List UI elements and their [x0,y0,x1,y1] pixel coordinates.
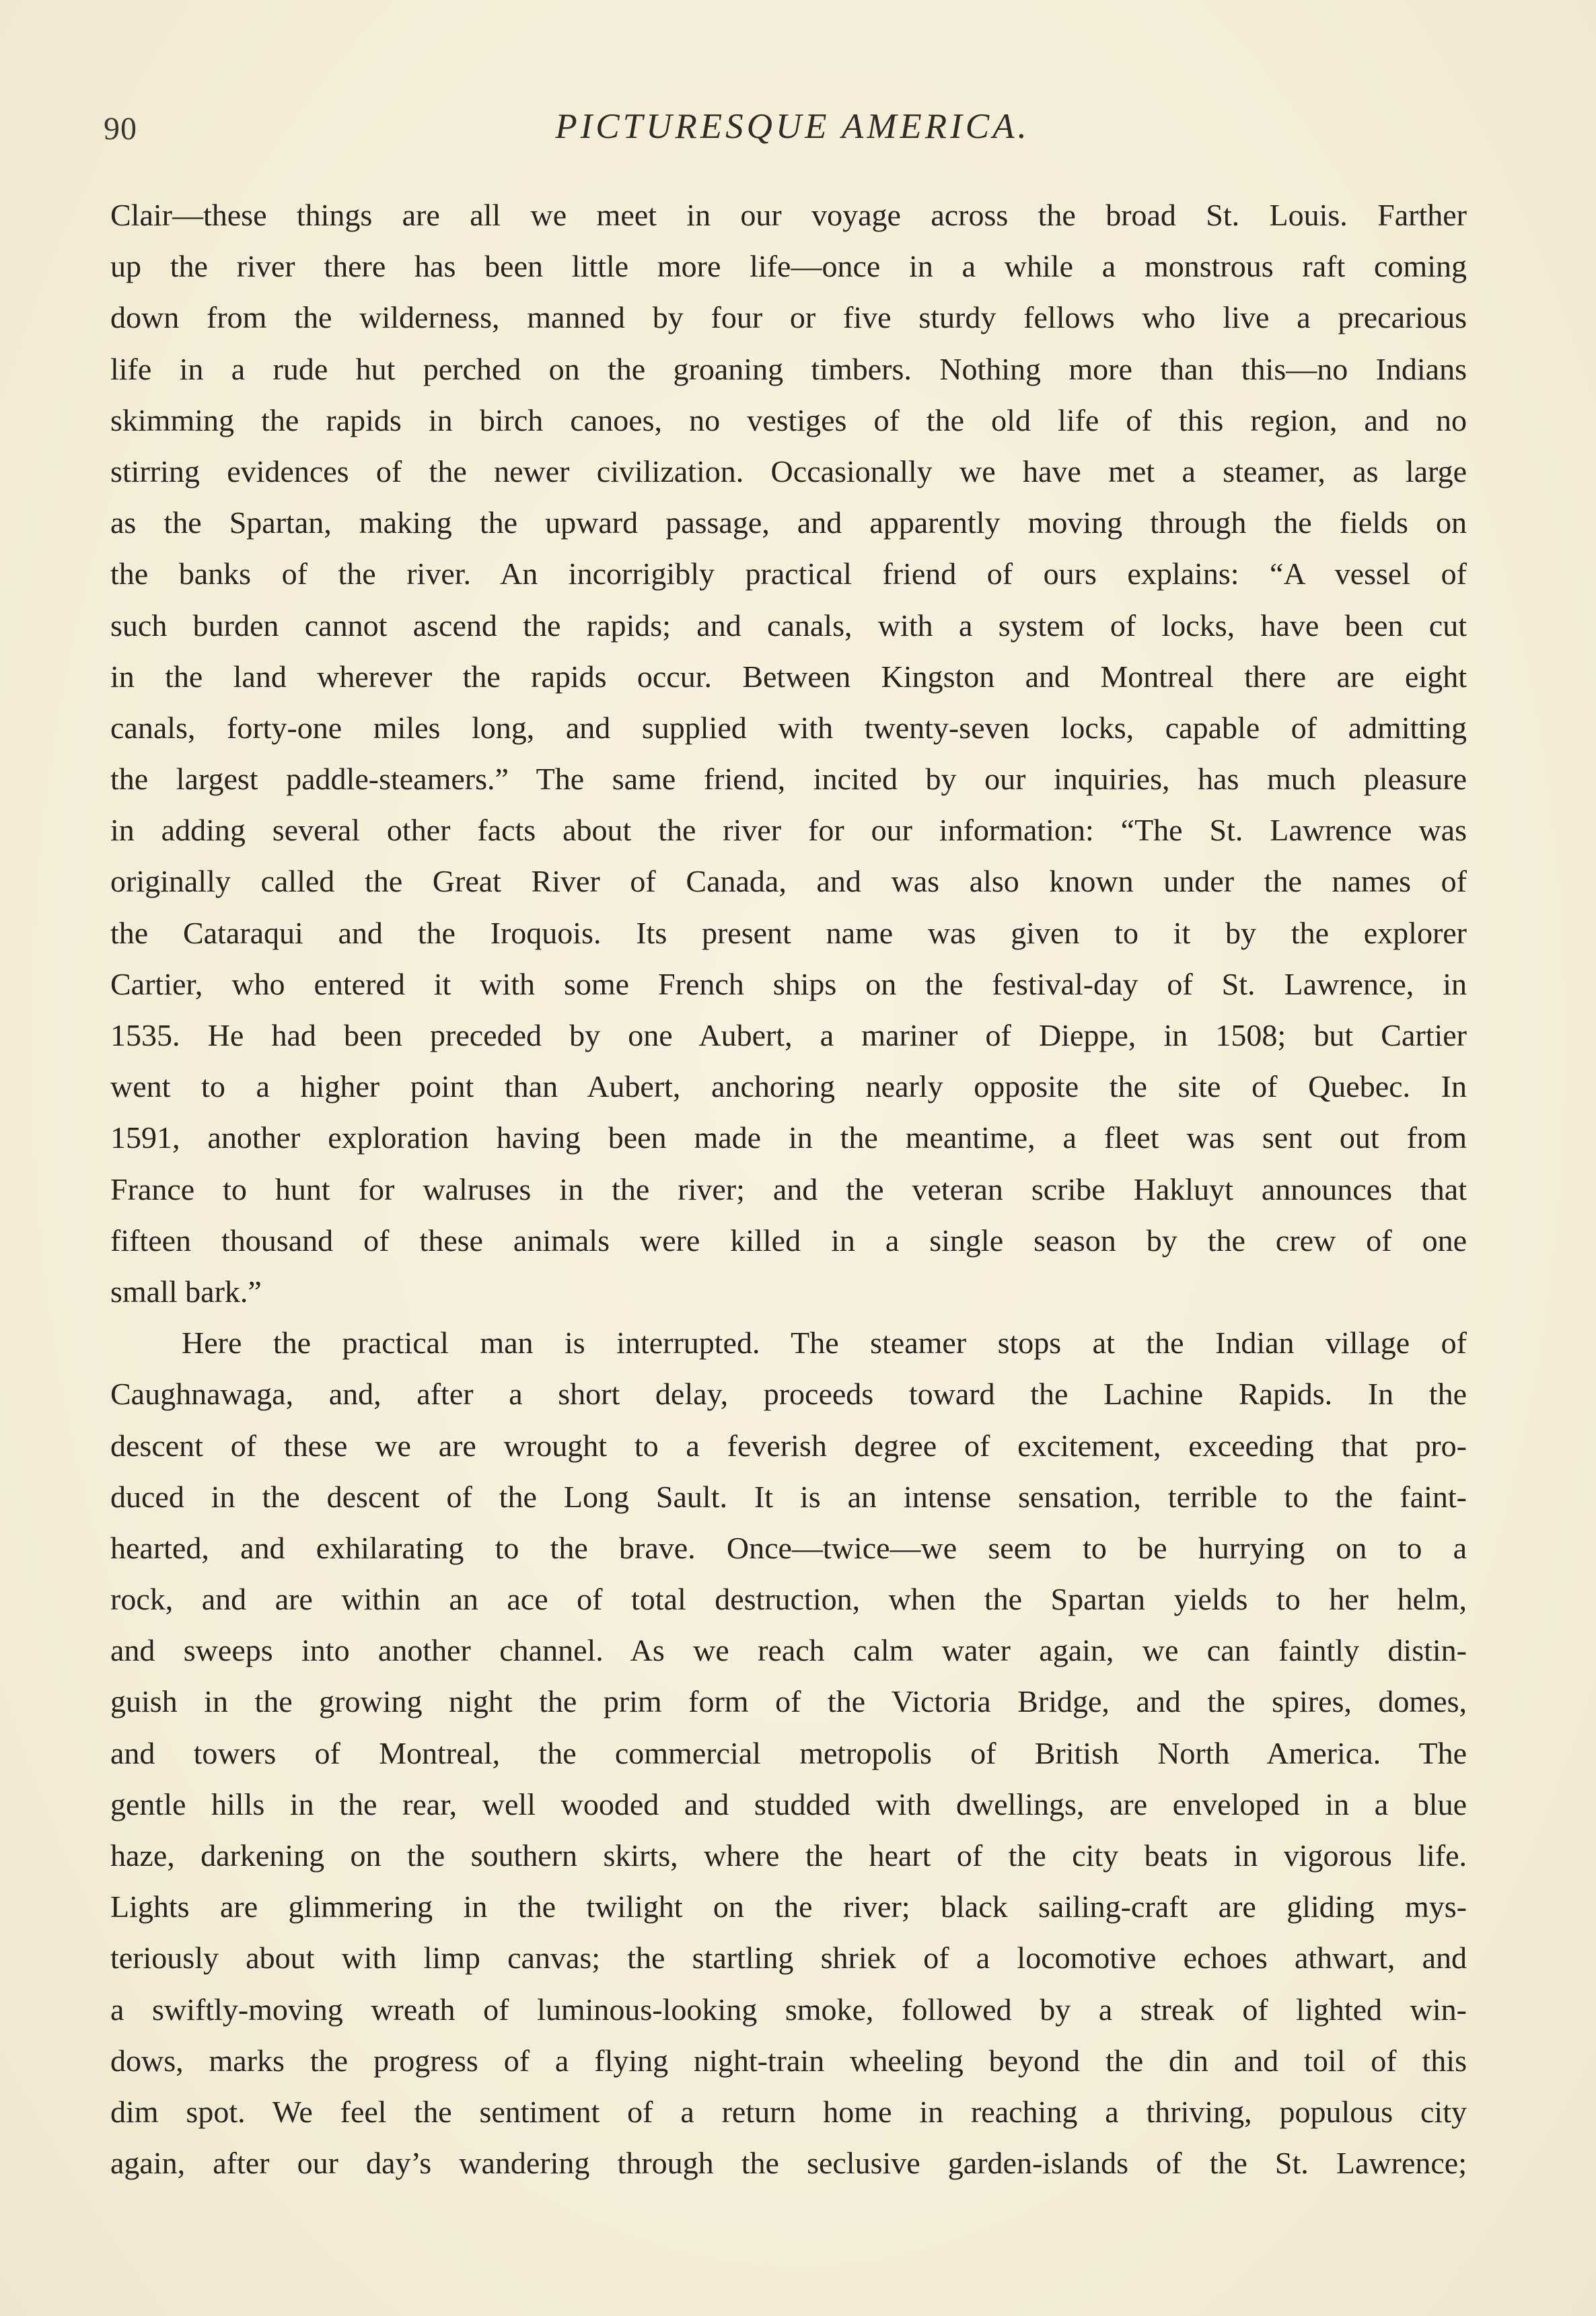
text-line: life in a rude hut perched on the groaning timbers. Nothing more than this—no Indians [110,351,1467,386]
text-line: descent of these we are wrought to a feverish degree of excitement, exceeding that pro- [110,1428,1467,1463]
text-line: 1591, another exploration having been made in the meantime, a fleet was sent out from [110,1120,1467,1155]
text-line: stirring evidences of the newer civilization. Occasionally we have met a steamer, as large [110,454,1467,488]
text-line: duced in the descent of the Long Sault. It is an intense sensation, terrible to the faint- [110,1479,1467,1514]
text-line: gentle hills in the rear, well wooded and studded with dwellings, are enveloped in a blue [110,1786,1467,1821]
text-line: Caughnawaga, and, after a short delay, proceeds toward the Lachine Rapids. In the [110,1377,1467,1412]
text-line: in adding several other facts about the river for our information: “The St. Lawrence was [110,813,1467,848]
text-line: France to hunt for walruses in the river; and the veteran scribe Hakluyt announces that [110,1171,1467,1206]
text-line: again, after our day’s wandering through the seclusive garden-islands of the St. Lawrence; [110,2146,1467,2181]
text-line: Cartier, who entered it with some French ships on the festival-day of St. Lawrence, in [110,966,1467,1001]
text-line: as the Spartan, making the upward passage, and apparently moving through the fields on [110,505,1467,540]
text-line: Clair—these things are all we meet in our voyage across the broad St. Louis. Farther [110,198,1467,232]
text-line: originally called the Great River of Canada, and was also known under the names of [110,864,1467,899]
text-line: down from the wilderness, manned by four or five sturdy fellows who live a precarious [110,300,1467,335]
text-line: dows, marks the progress of a flying night-train wheeling beyond the din and toil of this [110,2043,1467,2078]
running-title: PICTURESQUE AMERICA. [555,107,1030,146]
text-line: hearted, and exhilarating to the brave. Once—twice—we seem to be hurrying on to a [110,1530,1467,1565]
text-line: the banks of the river. An incorrigibly practical friend of ours explains: “A vessel of [110,556,1467,591]
body-text [110,190,1467,2189]
text-line: rock, and are within an ace of total destruction, when the Spartan yields to her helm, [110,1582,1467,1617]
text-line: in the land wherever the rapids occur. Between Kingston and Montreal there are eight [110,659,1467,694]
text-line: went to a higher point than Aubert, anchoring nearly opposite the site of Quebec. In [110,1069,1467,1104]
text-line: fifteen thousand of these animals were killed in a single season by the crew of one [110,1223,1467,1258]
text-line: teriously about with limp canvas; the startling shriek of a locomotive echoes athwart, and [110,1941,1467,1976]
text-line: and sweeps into another channel. As we reach calm water again, we can faintly distin- [110,1633,1467,1668]
page-number: 90 [104,111,137,147]
text-line: small bark.” [110,1274,262,1309]
text-line: the Cataraqui and the Iroquois. Its present name was given to it by the explorer [110,915,1467,950]
text-line: the largest paddle-steamers.” The same friend, incited by our inquiries, has much pleasure [110,762,1467,797]
text-line: 1535. He had been preceded by one Aubert, a mariner of Dieppe, in 1508; but Cartier [110,1018,1467,1052]
text-line: haze, darkening on the southern skirts, where the heart of the city beats in vigorous life. [110,1838,1467,1873]
text-line: a swiftly-moving wreath of luminous-looking smoke, followed by a streak of lighted win- [110,1992,1467,2027]
text-line: dim spot. We feel the sentiment of a return home in reaching a thriving, populous city [110,2094,1467,2129]
text-line: and towers of Montreal, the commercial metropolis of British North America. The [110,1735,1467,1770]
text-line: Here the practical man is interrupted. The steamer stops at the Indian village of [182,1326,1467,1361]
text-line: up the river there has been little more life—once in a while a monstrous raft coming [110,249,1467,284]
text-line: canals, forty-one miles long, and supplied with twenty-seven locks, capable of admitting [110,710,1467,745]
text-line: Lights are glimmering in the twilight on the river; black sailing-craft are gliding mys- [110,1889,1467,1924]
text-line: guish in the growing night the prim form of the Victoria Bridge, and the spires, domes, [110,1684,1467,1719]
running-head [104,101,1482,155]
text-line: skimming the rapids in birch canoes, no vestiges of the old life of this region, and no [110,402,1467,437]
text-line: such burden cannot ascend the rapids; and canals, with a system of locks, have been cut [110,608,1467,643]
